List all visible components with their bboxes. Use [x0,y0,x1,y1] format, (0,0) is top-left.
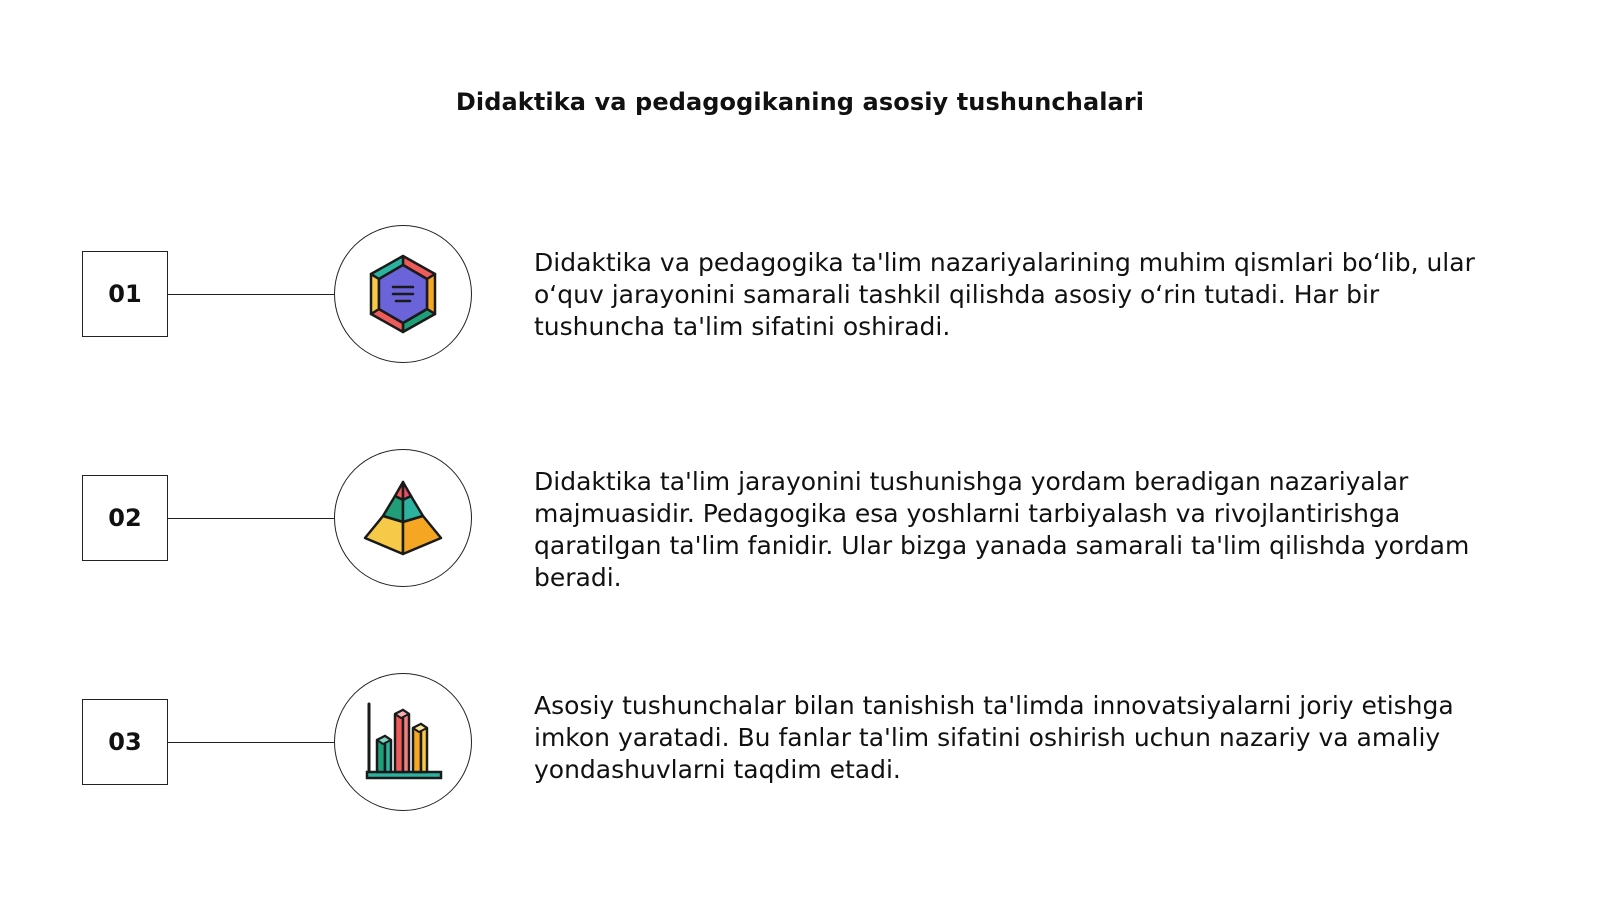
item-number-box: 01 [82,251,168,337]
list-item [0,449,1600,592]
item-number-box: 02 [82,475,168,561]
connector-line [168,294,334,295]
list-item [0,673,1600,813]
connector-line [168,742,334,743]
item-number-box: 03 [82,699,168,785]
icon-circle [334,673,472,811]
bar-chart-icon [361,700,445,784]
list-item [0,225,1600,365]
connector-line [168,518,334,519]
page-title: Didaktika va pedagogikaning asosiy tushunchalari [455,88,1145,116]
item-description: Didaktika ta'lim jarayonini tushunishga yordam beradigan nazariyalar majmuasidir. Pedagogika esa yoshlarni tarbiyalash va rivojlantirishga qaratilgan ta'lim fanidir. Ular bizga yanada samarali ta'lim qilishda yordam beradi. [534,467,1470,592]
pyramid-icon [361,476,445,560]
icon-circle [334,225,472,363]
hexagon-document-icon [365,252,441,336]
icon-circle [334,449,472,587]
item-description: Asosiy tushunchalar bilan tanishish ta'limda innovatsiyalarni joriy etishga imkon yaratadi. Bu fanlar ta'lim sifatini oshirish uchun nazariy va amaliy yondashuvlarni taqdim etadi. [534,691,1454,784]
item-description: Didaktika va pedagogika ta'lim nazariyalarining muhim qismlari bo‘lib, ular o‘quv jarayonini samarali tashkil qilishda asosiy o‘rin tutadi. Har bir tushuncha ta'lim sifatini oshiradi. [534,248,1475,341]
